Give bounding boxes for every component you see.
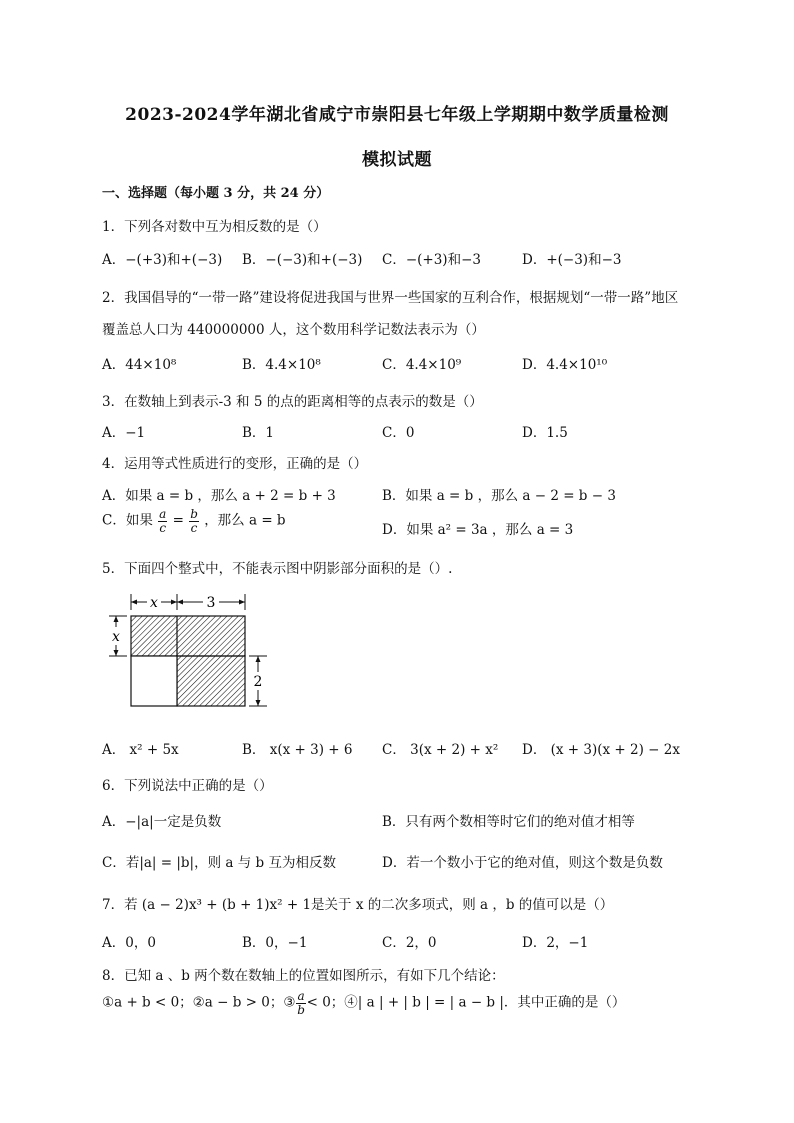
question-5-option-a: A． x² + 5x xyxy=(102,742,179,758)
question-2-option-d: D．4.4×10¹⁰ xyxy=(522,357,608,373)
question-5-option-d: D． (x + 3)(x + 2) − 2x xyxy=(522,742,680,758)
question-8-conclusions: ①a + b < 0；②a − b > 0；③ $\frac{a}{b}$ < 0；④| a | + | b | = | a − b |．其中正确的是（） xyxy=(102,989,626,1017)
shaded-bottom-right-region xyxy=(177,656,245,706)
question-8-stem: 8．已知 a 、b 两个数在数轴上的位置如图所示，有如下几个结论： xyxy=(102,968,505,984)
question-4-stem: 4．运用等式性质进行的变形，正确的是（） xyxy=(102,456,368,472)
question-3-option-c: C．0 xyxy=(382,425,415,441)
shaded-area-figure xyxy=(100,590,280,715)
label-2: 2 xyxy=(253,674,263,690)
page-subtitle: 模拟试题 xyxy=(362,150,432,170)
question-5-stem: 5．下面四个整式中，不能表示图中阴影部分面积的是（）. xyxy=(102,561,453,577)
label-3: 3 xyxy=(206,595,216,611)
question-6-option-d: D．若一个数小于它的绝对值，则这个数是负数 xyxy=(382,855,663,871)
question-2-option-b: B．4.4×10⁸ xyxy=(242,357,321,373)
section-heading: 一、选择题（每小题 3 分，共 24 分） xyxy=(102,186,330,201)
question-3-stem: 3．在数轴上到表示-3 和 5 的点的距离相等的点表示的数是（） xyxy=(102,394,483,410)
question-7-option-d: D．2，−1 xyxy=(522,935,589,951)
question-5-option-c: C． 3(x + 2) + x² xyxy=(382,742,499,758)
page-title: 2023-2024学年湖北省咸宁市崇阳县七年级上学期期中数学质量检测 xyxy=(125,105,669,125)
question-4-option-b: B．如果 a = b ，那么 a − 2 = b − 3 xyxy=(382,488,616,504)
fraction-a-over-c: $\frac{a}{c}$ xyxy=(159,507,167,535)
question-1-stem: 1．下列各对数中互为相反数的是（） xyxy=(102,219,327,235)
question-6-stem: 6．下列说法中正确的是（） xyxy=(102,778,273,794)
fraction-b-over-c: $\frac{b}{c}$ xyxy=(190,507,198,535)
fraction-a-over-b: $\frac{a}{b}$ xyxy=(297,989,305,1017)
question-4-option-d: D．如果 a² = 3a ，那么 a = 3 xyxy=(382,522,574,538)
question-6-option-c: C．若|a| = |b|，则 a 与 b 互为相反数 xyxy=(102,855,336,871)
question-7-option-b: B．0，−1 xyxy=(242,935,308,951)
question-1-option-b: B．−(−3)和+(−3) xyxy=(242,252,363,268)
question-3-option-b: B．1 xyxy=(242,425,275,441)
label-x-top: x xyxy=(150,595,158,611)
question-2-option-a: A．44×10⁸ xyxy=(102,357,177,373)
question-2-stem-line1: 2．我国倡导的“一带一路”建设将促进我国与世界一些国家的互利合作，根据规划“一带一路”地区 xyxy=(102,290,679,306)
question-3-option-d: D．1.5 xyxy=(522,425,568,441)
question-1-option-c: C．−(+3)和−3 xyxy=(382,252,481,268)
question-7-option-c: C．2，0 xyxy=(382,935,437,951)
question-6-option-b: B．只有两个数相等时它们的绝对值才相等 xyxy=(382,814,635,830)
question-3-option-a: A．−1 xyxy=(102,425,146,441)
question-5-option-b: B． x(x + 3) + 6 xyxy=(242,742,353,758)
question-1-option-d: D．+(−3)和−3 xyxy=(522,252,622,268)
question-1-option-a: A．−(+3)和+(−3) xyxy=(102,252,223,268)
shaded-top-region xyxy=(131,616,245,656)
question-6-option-a: A．−|a|一定是负数 xyxy=(102,814,222,830)
unshaded-region xyxy=(131,656,177,706)
question-7-stem: 7．若 (a − 2)x³ + (b + 1)x² + 1是关于 x 的二次多项式，则 a ，b 的值可以是（） xyxy=(102,897,614,913)
label-x-left: x xyxy=(112,629,120,645)
question-7-option-a: A．0，0 xyxy=(102,935,156,951)
question-2-option-c: C．4.4×10⁹ xyxy=(382,357,462,373)
question-2-stem-line2: 覆盖总人口为 440000000 人，这个数用科学记数法表示为（） xyxy=(102,322,485,338)
question-4-option-c: C．如果 $\frac{a}{c}$ = $\frac{b}{c}$ ，那么 a = b xyxy=(102,507,286,535)
question-4-option-a: A．如果 a = b ，那么 a + 2 = b + 3 xyxy=(102,488,336,504)
